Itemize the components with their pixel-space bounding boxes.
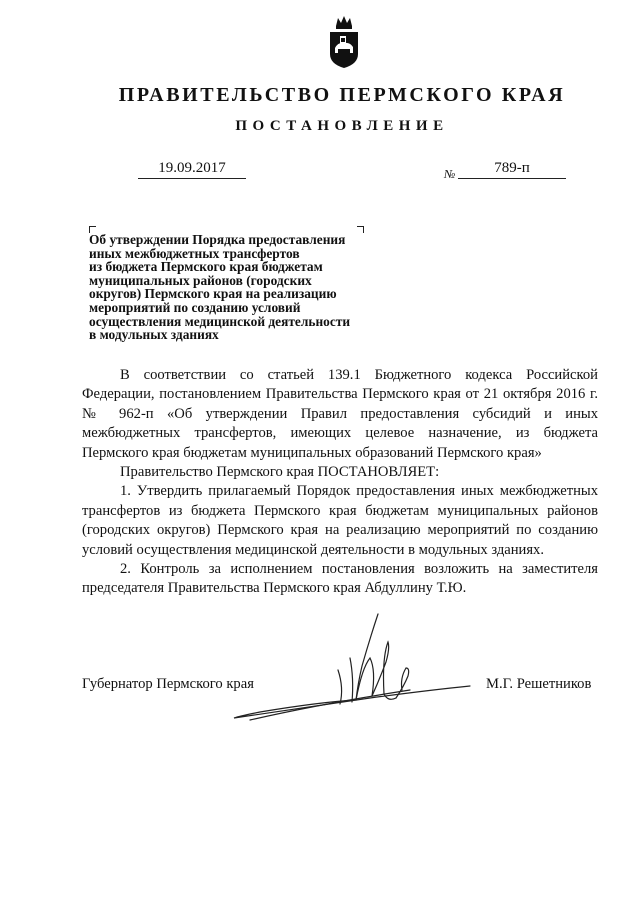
document-date: 19.09.2017 (138, 160, 246, 179)
subject-line: иных межбюджетных трансфертов (89, 245, 300, 261)
body-paragraph-item-1: 1. Утвердить прилагаемый Порядок предоставления иных межбюджетных трансфертов из бюджета Пермского края бюджетам муниципальных районов (городских округов) Пермского края на реализацию мероприятий по созданию условий осуществления медицинской деятельности в модульных зданиях. (82, 483, 598, 558)
body-paragraph-item-2: 2. Контроль за исполнением постановления возложить на заместителя председателя Правительства Пермского края Абдуллину Т.Ю. (82, 561, 598, 597)
document-number: 789-п (458, 160, 566, 179)
document-type: ПОСТАНОВЛЕНИЕ (235, 118, 449, 134)
signer-position: Губернатор Пермского края (82, 676, 254, 692)
coat-of-arms-icon (326, 12, 362, 70)
number-sign: № (444, 167, 456, 181)
subject-line: в модульных зданиях (89, 327, 219, 343)
government-title: ПРАВИТЕЛЬСТВО ПЕРМСКОГО КРАЯ (118, 84, 566, 106)
subject-line: округов) Пермского края на реализацию (89, 286, 337, 302)
subject-bracket-right (357, 226, 364, 233)
body-paragraph-resolves: Правительство Пермского края ПОСТАНОВЛЯЕТ: (120, 464, 440, 481)
handwritten-signature (230, 608, 490, 726)
document-body (82, 366, 598, 599)
subject-line: Об утверждении Порядка предоставления (89, 232, 346, 247)
subject-line: из бюджета Пермского края бюджетам (89, 259, 323, 275)
body-paragraph-preamble: В соответствии со статьей 139.1 Бюджетного кодекса Российской Федерации, постановлением Правительства Пермского края от 21 октября 2016 г. № 962-п «Об утверждении Правил предоставления субсидий и иных межбюджетных трансфертов, имеющих целевое назначение, из бюджета Пермского края бюджетам муниципальных образований Пермского края» (82, 367, 598, 461)
document-subject (89, 233, 389, 342)
signer-name: М.Г. Решетников (486, 676, 592, 692)
subject-line: осуществления медицинской деятельности (89, 313, 351, 329)
subject-line: мероприятий по созданию условий (89, 299, 301, 315)
subject-line: муниципальных районов (городских (89, 272, 312, 288)
